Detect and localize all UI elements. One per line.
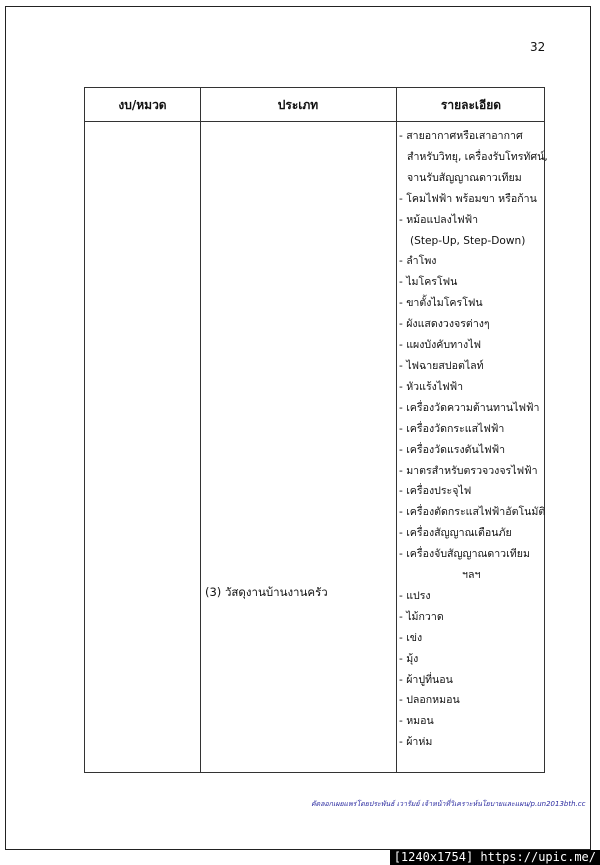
category-household-supplies: (3) วัสดุงานบ้านงานครัว — [205, 585, 328, 599]
detail-item: (Step-Up, Step-Down) — [410, 234, 526, 247]
detail-item: สำหรับวิทยุ, เครื่องรับโทรทัศน์, — [407, 150, 548, 163]
detail-item: ฯลฯ — [462, 569, 481, 582]
detail-item: - เครื่องวัดกระแสไฟฟ้า — [399, 422, 505, 435]
detail-item: - ไม้กวาด — [399, 610, 444, 623]
detail-item: - เครื่องวัดแรงดันไฟฟ้า — [399, 443, 506, 456]
detail-item: - โคมไฟฟ้า พร้อมขา หรือก้าน — [399, 192, 537, 205]
detail-item: - แผงบังคับทางไฟ — [399, 339, 482, 352]
column-divider-2 — [396, 88, 397, 772]
header-details: รายละเอียด — [440, 98, 502, 112]
detail-item: - สายอากาศหรือเสาอากาศ — [399, 130, 523, 142]
detail-item: - ไฟฉายสปอตไลท์ — [399, 359, 484, 372]
detail-item: - เครื่องสัญญาณเตือนภัย — [399, 527, 512, 540]
footer-credit: คัดลอกเผยแพร่โดยประพันธ์ เวารัมย์ เจ้าหน้าที่วิเคราะห์นโยบายและแผน/p.un2013bth.cc — [311, 800, 586, 808]
detail-item: - เครื่องวัดความต้านทานไฟฟ้า — [399, 401, 540, 414]
detail-item: - เครื่องจับสัญญาณดาวเทียม — [399, 548, 530, 561]
detail-item: - มาตรสำหรับตรวจวงจรไฟฟ้า — [399, 464, 538, 477]
detail-item: - เครื่องตัดกระแสไฟฟ้าอัตโนมัติ — [399, 506, 546, 519]
header-budget-category: งบ/หมวด — [118, 98, 167, 112]
column-divider-1 — [200, 88, 201, 772]
detail-item: - ผังแสดงวงจรต่างๆ — [399, 318, 490, 331]
header-type: ประเภท — [277, 98, 319, 112]
detail-item: - ปลอกหมอน — [399, 694, 460, 707]
detail-item: - แปรง — [399, 589, 431, 602]
detail-item: - มุ้ง — [399, 652, 419, 665]
table-header-row — [85, 88, 544, 122]
budget-table — [84, 87, 548, 773]
detail-item: - หมอน — [399, 715, 434, 728]
detail-item: - หม้อแปลงไฟฟ้า — [399, 213, 479, 226]
detail-item: - ลำโพง — [399, 255, 437, 268]
detail-item: - ไมโครโฟน — [399, 276, 458, 289]
detail-item: - ขาตั้งไมโครโฟน — [399, 297, 483, 310]
details-list — [399, 126, 548, 753]
detail-item: จานรับสัญญาณดาวเทียม — [407, 171, 522, 184]
image-size-watermark: [1240x1754] https://upic.me/ — [390, 850, 600, 865]
page-number: 32 — [530, 40, 546, 54]
detail-item: - ผ้าปูที่นอน — [399, 673, 453, 686]
detail-item: - เข่ง — [399, 631, 423, 644]
detail-item: - หัวแร้งไฟฟ้า — [399, 380, 464, 393]
detail-item: - เครื่องประจุไฟ — [399, 485, 472, 498]
detail-item: - ผ้าห่ม — [399, 736, 433, 749]
